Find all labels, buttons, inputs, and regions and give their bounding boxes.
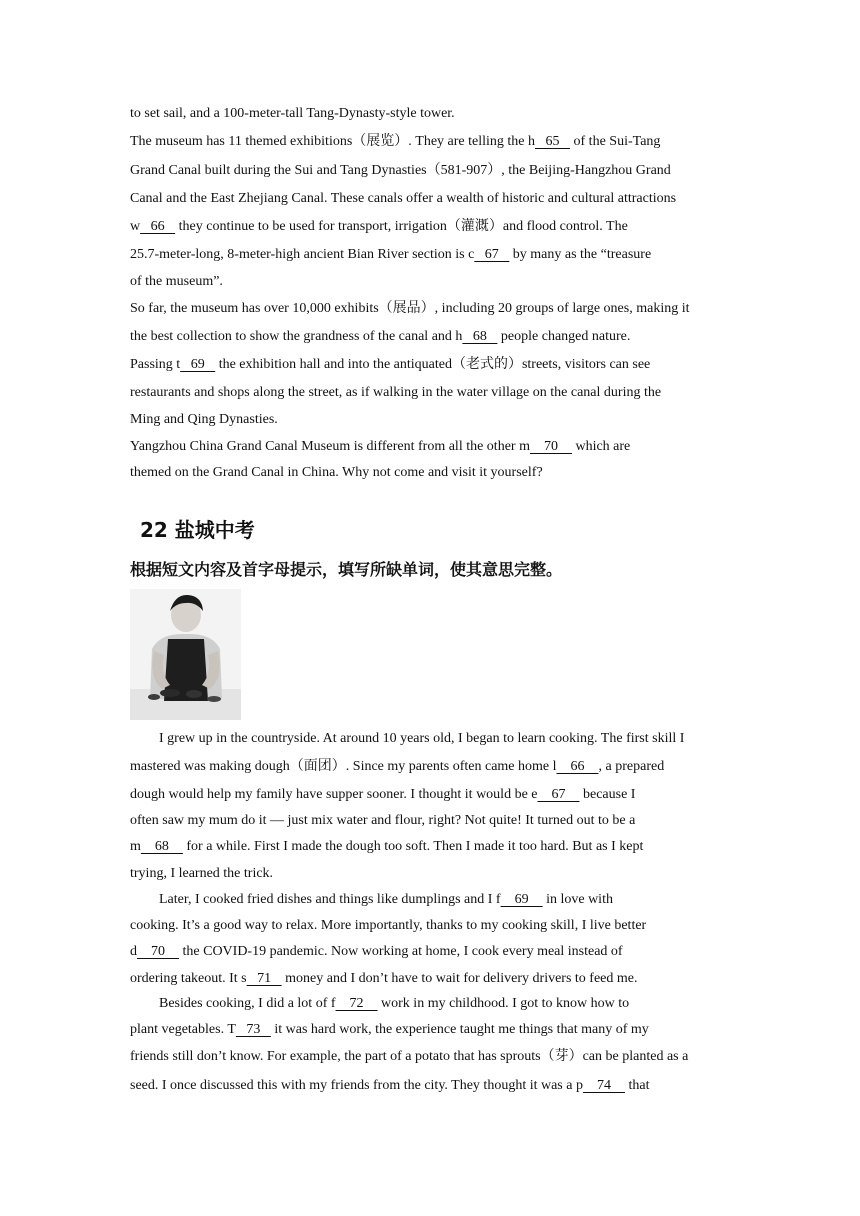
blank-answer-field[interactable]: 66 (556, 759, 599, 774)
text-segment: of the Sui-Tang (570, 134, 661, 149)
blank-answer-field[interactable]: 69 (180, 357, 216, 372)
text-segment: mastered was making dough（面团）. Since my parents often came home l (130, 759, 557, 774)
text-segment: The museum has 11 themed exhibitions（展览）. They are telling the h (130, 134, 536, 149)
text-segment: dough would help my family have supper sooner. I thought it would be e (130, 787, 538, 802)
text-segment: Yangzhou China Grand Canal Museum is different from all the other m (130, 439, 530, 454)
text-segment: restaurants and shops along the street, as if walking in the water village on the canal during the (130, 385, 662, 400)
text-line (159, 891, 739, 909)
text-line (130, 865, 740, 883)
blank-answer-field[interactable]: 72 (335, 996, 378, 1011)
text-segment: Canal and the East Zhejiang Canal. These canals offer a wealth of historic and cultural attractions (130, 191, 677, 206)
text-segment: by many as the “treasure (509, 247, 652, 262)
text-segment: people changed nature. (497, 329, 631, 344)
blank-answer-field[interactable]: 65 (535, 134, 571, 149)
text-segment: Later, I cooked fried dishes and things like dumplings and I f (159, 892, 501, 907)
text-line (130, 356, 740, 374)
text-segment: in love with (542, 892, 613, 907)
text-segment: friends still don’t know. For example, the part of a potato that has sprouts（芽）can be planted as a (130, 1049, 689, 1064)
text-line (130, 105, 740, 123)
text-line (130, 1048, 740, 1066)
text-line (130, 838, 740, 856)
text-segment: because I (579, 787, 636, 802)
text-segment: themed on the Grand Canal in China. Why not come and visit it yourself? (130, 465, 543, 480)
text-line (130, 246, 740, 264)
text-line (130, 758, 740, 776)
text-line (130, 943, 740, 961)
text-segment: I grew up in the countryside. At around 10 years old, I began to learn cooking. The first skill I (159, 731, 685, 746)
text-line (130, 273, 740, 291)
text-segment: the COVID-19 pandemic. Now working at home, I cook every meal instead of (179, 944, 623, 959)
text-segment: Grand Canal built during the Sui and Tang Dynasties（581-907）, the Beijing-Hangzhou Grand (130, 163, 671, 178)
text-segment: for a while. First I made the dough too soft. Then I made it too hard. But as I kept (182, 839, 644, 854)
text-segment: cooking. It’s a good way to relax. More importantly, thanks to my cooking skill, I live better (130, 918, 647, 933)
text-segment: that (624, 1078, 650, 1093)
section-instruction: 根据短文内容及首字母提示，填写所缺单词，使其意思完整。 (130, 560, 563, 579)
text-segment: So far, the museum has over 10,000 exhibits（展品）, including 20 groups of large ones, making it (130, 301, 690, 316)
text-segment: 25.7-meter-long, 8-meter-high ancient Bian River section is c (130, 247, 475, 262)
text-segment: work in my childhood. I got to know how to (377, 996, 630, 1011)
text-segment: Besides cooking, I did a lot of f (159, 996, 336, 1011)
text-line (130, 812, 740, 830)
text-segment: ordering takeout. It s (130, 971, 247, 986)
text-segment: they continue to be used for transport, irrigation（灌溉）and flood control. The (175, 219, 628, 234)
blank-answer-field[interactable]: 69 (500, 892, 543, 907)
blank-answer-field[interactable]: 68 (462, 329, 498, 344)
blank-answer-field[interactable]: 66 (140, 219, 176, 234)
text-segment: trying, I learned the trick. (130, 866, 274, 881)
text-line (130, 384, 740, 402)
person-cooking-photo (130, 589, 241, 720)
text-segment: it was hard work, the experience taught me things that many of my (270, 1022, 649, 1037)
text-line (159, 730, 739, 748)
text-segment: often saw my mum do it — just mix water and flour, right? Not quite! It turned out to be a (130, 813, 636, 828)
text-line (130, 133, 740, 151)
text-segment: , a prepared (598, 759, 665, 774)
text-segment: money and I don’t have to wait for delivery drivers to feed me. (281, 971, 638, 986)
text-line (130, 917, 740, 935)
text-line (130, 300, 740, 318)
text-segment: Passing t (130, 357, 181, 372)
text-segment: seed. I once discussed this with my friends from the city. They thought it was a p (130, 1078, 583, 1093)
text-segment: Ming and Qing Dynasties. (130, 412, 278, 427)
text-segment: which are (571, 439, 631, 454)
blank-answer-field[interactable]: 73 (235, 1022, 271, 1037)
text-line (130, 1077, 740, 1095)
text-segment: d (130, 944, 137, 959)
text-segment: of the museum”. (130, 274, 223, 289)
text-line (130, 1021, 740, 1039)
text-line (130, 438, 740, 456)
text-segment: the best collection to show the grandness of the canal and h (130, 329, 463, 344)
text-segment: the exhibition hall and into the antiquated（老式的）streets, visitors can see (215, 357, 651, 372)
text-segment: to set sail, and a 100-meter-tall Tang-Dynasty-style tower. (130, 106, 455, 121)
text-segment: m (130, 839, 141, 854)
text-line (130, 218, 740, 236)
text-line (130, 786, 740, 804)
blank-answer-field[interactable]: 71 (246, 971, 282, 986)
text-line (159, 995, 739, 1013)
text-segment: w (130, 219, 141, 234)
blank-answer-field[interactable]: 68 (140, 839, 183, 854)
text-line (130, 970, 740, 988)
text-line (130, 464, 740, 482)
text-line (130, 328, 740, 346)
text-line (130, 411, 740, 429)
text-line (130, 190, 740, 208)
section-title: 22 盐城中考 (140, 518, 255, 542)
blank-answer-field[interactable]: 70 (137, 944, 179, 959)
blank-answer-field[interactable]: 67 (537, 787, 580, 802)
text-line (130, 162, 740, 180)
blank-answer-field[interactable]: 74 (582, 1078, 625, 1093)
blank-answer-field[interactable]: 70 (529, 439, 572, 454)
text-segment: plant vegetables. T (130, 1022, 236, 1037)
blank-answer-field[interactable]: 67 (474, 247, 510, 262)
